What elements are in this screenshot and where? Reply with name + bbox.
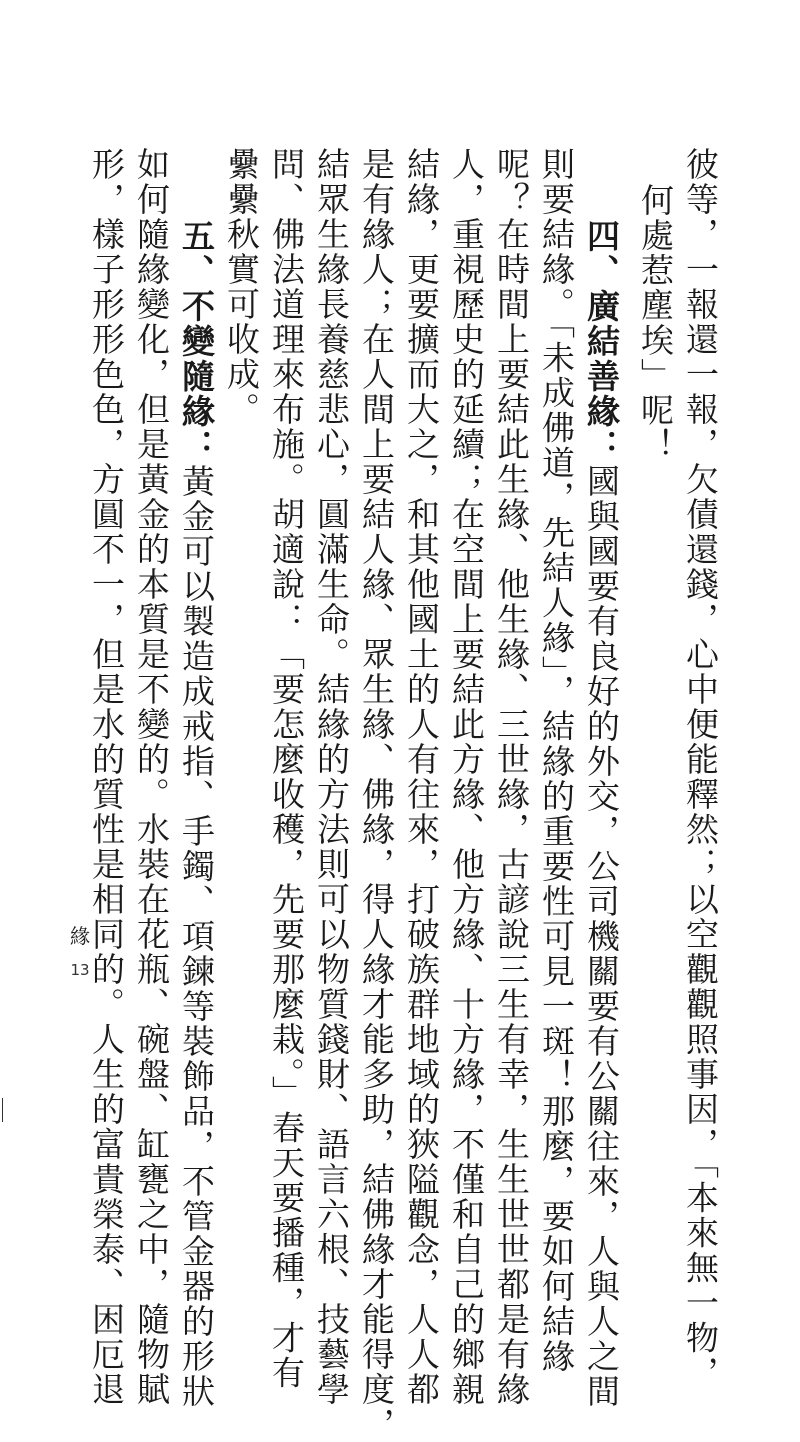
section-heading-column: 五、不變隨緣：黃金可以製造成戒指、手鐲、項鍊等裝飾品，不管金器的形狀: [177, 219, 216, 1409]
text-column: 則要結緣。「未成佛道，先結人緣」，結緣的重要性可見一斑！那麼，要如何結緣: [537, 147, 576, 1374]
text-column: 呢？在時間上要結此生緣、他生緣、三世緣，古諺說三生有幸，生生世世都是有緣: [492, 147, 531, 1407]
text-column: 人，重視歷史的延續；在空間上要結此方緣、他方緣、十方緣，不僅和自己的鄉親: [447, 147, 486, 1407]
body-text: [87, 147, 720, 1442]
text-column: 形，樣子形形色色，方圓不一，但是水的質性是相同的。人生的富貴榮泰、困厄退: [87, 147, 126, 1407]
section-heading: 五、不變隨緣：: [177, 219, 216, 464]
crop-mark: [2, 1098, 3, 1122]
section-heading-column: 四、廣結善緣：國與國要有良好的外交，公司機關要有公關往來，人與人之間: [582, 219, 621, 1409]
text-column: 是有緣人；在人間上要結人緣、眾生緣、佛緣，得人緣才能多助，結佛緣才能得度，: [357, 147, 396, 1442]
text-column: 何處惹塵埃」呢！: [636, 183, 675, 463]
text-column: 彼等，一報還一報，欠債還錢，心中便能釋然；以空觀觀照事因，「本來無一物，: [681, 147, 720, 1391]
text-column: 結緣，更要擴而大之，和其他國土的人有往來，打破族群地域的狹隘觀念，人人都: [402, 147, 441, 1407]
text-column: 結眾生緣長養慈悲心，圓滿生命。結緣的方法則可以物質錢財、語言六根、技藝學: [312, 147, 351, 1407]
page-footer: [60, 920, 100, 979]
running-title: 緣: [70, 924, 90, 948]
text-column: 纍纍秋實可收成。: [222, 147, 261, 427]
text-column: 如何隨緣變化，但是黃金的本質是不變的。水裝在花瓶、碗盤、缸甕之中，隨物賦: [132, 147, 171, 1407]
section-heading: 四、廣結善緣：: [582, 219, 621, 464]
page-number: 13: [70, 961, 90, 979]
text-column: 問、佛法道理來布施。胡適說：「要怎麼收穫，先要那麼栽。」春天要播種，才有: [267, 147, 306, 1391]
